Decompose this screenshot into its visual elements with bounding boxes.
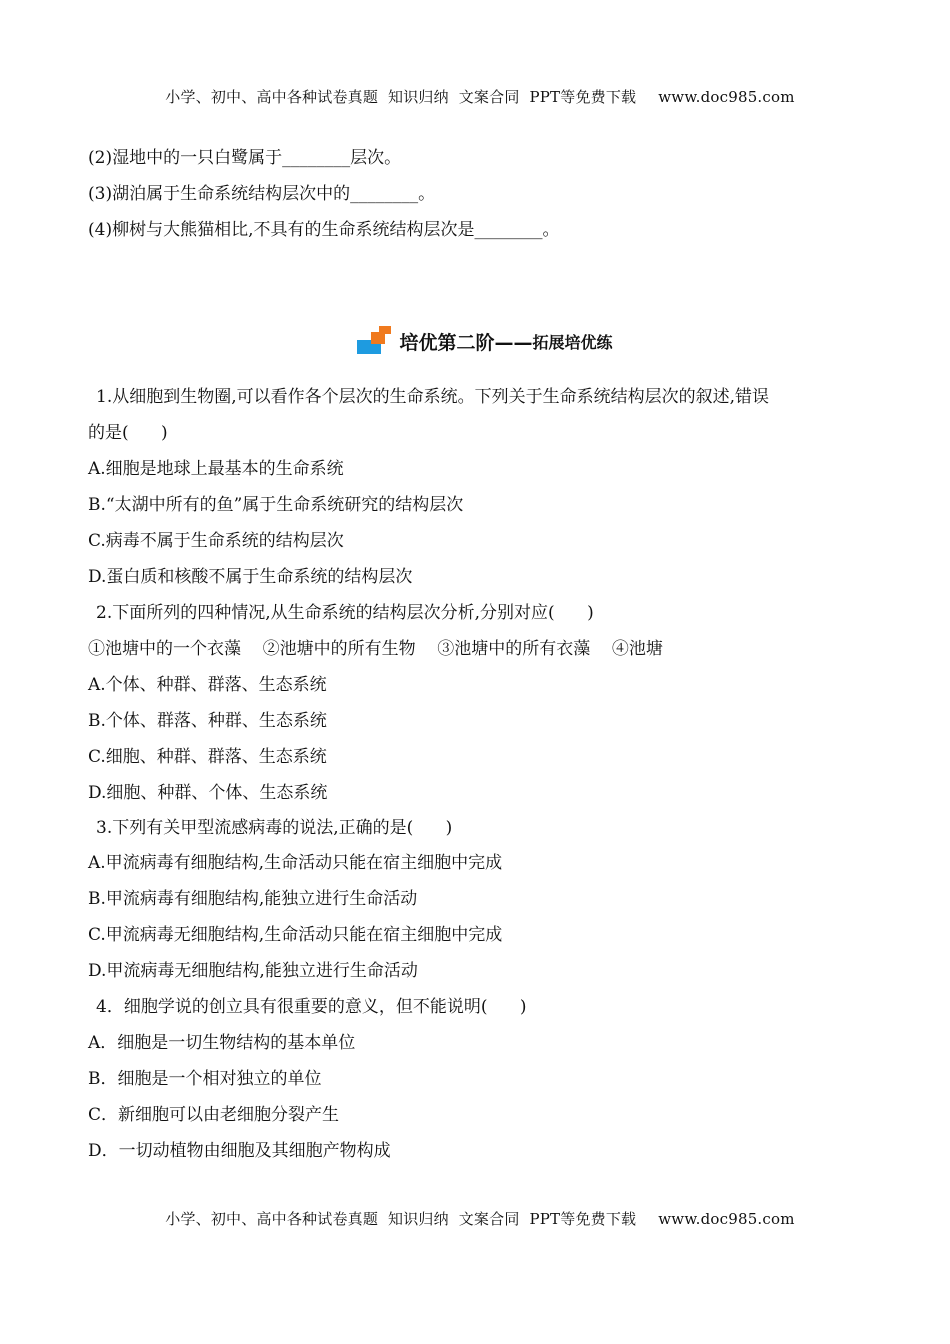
question-2-option-c: C.细胞、种群、群落、生态系统: [88, 747, 327, 767]
question-3-option-d: D.甲流病毒无细胞结构,能独立进行生命活动: [88, 961, 418, 981]
footer-site: www.doc985.com: [658, 1210, 795, 1228]
question-3-option-c: C.甲流病毒无细胞结构,生命活动只能在宿主细胞中完成: [88, 925, 503, 945]
header-text: 小学、初中、高中各种试卷真题 知识归纳 文案合同 PPT等免费下载: [165, 88, 637, 106]
question-4-option-b: B．细胞是一个相对独立的单位: [88, 1069, 322, 1089]
question-1-option-d: D.蛋白质和核酸不属于生命系统的结构层次: [88, 567, 413, 587]
question-4-option-c: C．新细胞可以由老细胞分裂产生: [88, 1105, 340, 1125]
question-2-items: ①池塘中的一个衣藻 ②池塘中的所有生物 ③池塘中的所有衣藻 ④池塘: [88, 639, 663, 659]
fill-item-3: (3)湖泊属于生命系统结构层次中的________。: [88, 184, 436, 204]
question-1-option-a: A.细胞是地球上最基本的生命系统: [88, 459, 344, 479]
question-1-option-c: C.病毒不属于生命系统的结构层次: [88, 531, 344, 551]
footer-text: 小学、初中、高中各种试卷真题 知识归纳 文案合同 PPT等免费下载: [165, 1210, 637, 1228]
fill-item-2: (2)湿地中的一只白鹭属于________层次。: [88, 148, 402, 168]
section-logo-icon: [357, 326, 393, 356]
section-heading: [0, 326, 950, 360]
question-1-stem: 1.从细胞到生物圈,可以看作各个层次的生命系统。下列关于生命系统结构层次的叙述,错误: [96, 387, 770, 407]
section-title: 培优第二阶——: [399, 331, 533, 354]
page-footer: [0, 1190, 950, 1229]
question-2-stem: 2.下面所列的四种情况,从生命系统的结构层次分析,分别对应( ): [96, 603, 594, 623]
question-3-stem: 3.下列有关甲型流感病毒的说法,正确的是( ): [96, 818, 453, 838]
question-4-option-d: D．一切动植物由细胞及其细胞产物构成: [88, 1141, 391, 1161]
header-site: www.doc985.com: [658, 88, 795, 106]
section-subtitle: 拓展培优练: [532, 332, 613, 352]
question-2-option-d: D.细胞、种群、个体、生态系统: [88, 783, 328, 803]
question-1-stem-cont: 的是( ): [88, 423, 168, 443]
question-4-stem: 4．细胞学说的创立具有很重要的意义，但不能说明( ): [96, 997, 527, 1017]
question-4-option-a: A．细胞是一切生物结构的基本单位: [88, 1033, 356, 1053]
question-1-option-b: B.“太湖中所有的鱼”属于生命系统研究的结构层次: [88, 495, 464, 515]
question-3-option-b: B.甲流病毒有细胞结构,能独立进行生命活动: [88, 889, 418, 909]
question-2-option-b: B.个体、群落、种群、生态系统: [88, 711, 327, 731]
page-header: [0, 68, 950, 107]
question-2-option-a: A.个体、种群、群落、生态系统: [88, 675, 327, 695]
fill-item-4: (4)柳树与大熊猫相比,不具有的生命系统结构层次是________。: [88, 220, 560, 240]
question-3-option-a: A.甲流病毒有细胞结构,生命活动只能在宿主细胞中完成: [88, 853, 503, 873]
